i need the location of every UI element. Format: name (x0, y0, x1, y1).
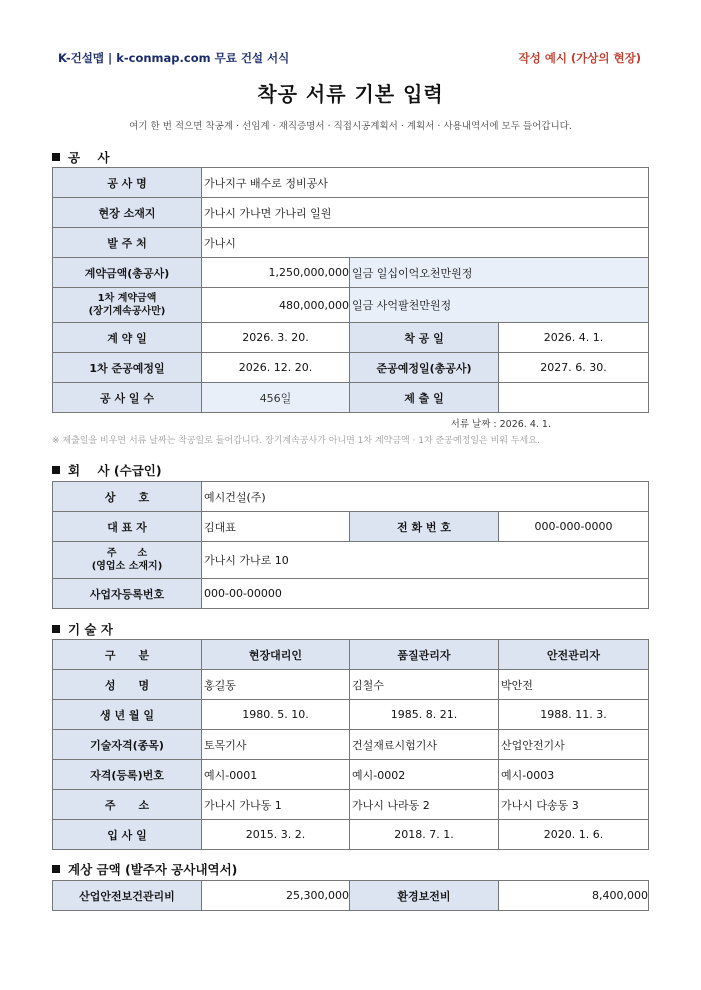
project-table (52, 167, 649, 413)
phone-label: 전 화 번 호 (350, 512, 499, 542)
contract-amount-korean: 일금 일십이억오천만원정 (350, 258, 649, 288)
site-field[interactable]: 가나시 가나면 가나리 일원 (202, 198, 649, 228)
table-row (53, 670, 649, 700)
company-table (52, 481, 649, 609)
page-title: 착공 서류 기본 입력 (257, 82, 444, 106)
project-name-label: 공 사 명 (53, 168, 202, 198)
bullet-square-icon (52, 466, 60, 474)
engineer-cell[interactable]: 토목기사 (202, 730, 350, 760)
submit-note: ※ 제출일을 비우면 서류 날짜는 착공일로 들어갑니다. 장기계속공사가 아니면 1차 계약금액 · 1차 준공예정일은 비워 두세요. (52, 436, 540, 446)
duration-value: 456일 (202, 383, 350, 413)
row-label: 생 년 월 일 (53, 700, 202, 730)
engineers-header-quality: 품질관리자 (350, 640, 499, 670)
engineer-cell[interactable]: 박안전 (499, 670, 649, 700)
start-date-field[interactable]: 2026. 4. 1. (499, 323, 649, 353)
safety-cost-field[interactable]: 25,300,000 (202, 881, 350, 911)
engineers-table (52, 639, 649, 850)
duration-label: 공 사 일 수 (53, 383, 202, 413)
engineer-cell[interactable]: 1988. 11. 3. (499, 700, 649, 730)
contract-date-label: 계 약 일 (53, 323, 202, 353)
brand-header: K-건설맵 | k-conmap.com 무료 건설 서식 (58, 51, 290, 65)
engineer-cell[interactable]: 예시-0001 (202, 760, 350, 790)
company-name-field[interactable]: 예시건설(주) (202, 482, 649, 512)
ceo-field[interactable]: 김대표 (202, 512, 350, 542)
total-completion-label: 준공예정일(총공사) (350, 353, 499, 383)
engineer-cell[interactable]: 가나시 가나동 1 (202, 790, 350, 820)
client-label: 발 주 처 (53, 228, 202, 258)
row-label: 입 사 일 (53, 820, 202, 850)
table-row (53, 760, 649, 790)
submit-date-label: 제 출 일 (350, 383, 499, 413)
first-completion-field[interactable]: 2026. 12. 20. (202, 353, 350, 383)
engineers-header-category: 구 분 (53, 640, 202, 670)
engineers-header-safety: 안전관리자 (499, 640, 649, 670)
total-completion-field[interactable]: 2027. 6. 30. (499, 353, 649, 383)
row-label: 기술자격(종목) (53, 730, 202, 760)
bullet-square-icon (52, 153, 60, 161)
section-cost-heading: 계상 금액 (발주자 공사내역서) (52, 860, 237, 878)
engineer-cell[interactable]: 산업안전기사 (499, 730, 649, 760)
engineers-header-site-agent: 현장대리인 (202, 640, 350, 670)
phone-field[interactable]: 000-000-0000 (499, 512, 649, 542)
table-row (53, 700, 649, 730)
section-company-heading: 회 사 (수급인) (52, 461, 162, 479)
document-date: 서류 날짜 : 2026. 4. 1. (450, 419, 551, 430)
env-cost-field[interactable]: 8,400,000 (499, 881, 649, 911)
engineer-cell[interactable]: 2015. 3. 2. (202, 820, 350, 850)
company-address-field[interactable]: 가나시 가나로 10 (202, 542, 649, 579)
engineer-cell[interactable]: 2018. 7. 1. (350, 820, 499, 850)
row-label: 성 명 (53, 670, 202, 700)
company-name-label: 상 호 (53, 482, 202, 512)
table-row (53, 790, 649, 820)
engineer-cell[interactable]: 1980. 5. 10. (202, 700, 350, 730)
contract-amount-field[interactable]: 1,250,000,000 (202, 258, 350, 288)
contract-date-field[interactable]: 2026. 3. 20. (202, 323, 350, 353)
engineer-cell[interactable]: 가나시 나라동 2 (350, 790, 499, 820)
project-name-field[interactable]: 가나지구 배수로 정비공사 (202, 168, 649, 198)
bullet-square-icon (52, 625, 60, 633)
section-engineers-heading: 기 술 자 (52, 620, 113, 638)
bullet-square-icon (52, 865, 60, 873)
site-label: 현장 소재지 (53, 198, 202, 228)
row-label: 자격(등록)번호 (53, 760, 202, 790)
engineer-cell[interactable]: 김철수 (350, 670, 499, 700)
page-subtitle: 여기 한 번 적으면 착공계 · 선임계 · 재직증명서 · 직접시공계획서 · 계획서 · 사용내역서에 모두 들어갑니다. (129, 121, 572, 132)
client-field[interactable]: 가나시 (202, 228, 649, 258)
table-row (53, 820, 649, 850)
engineer-cell[interactable]: 예시-0003 (499, 760, 649, 790)
example-tag: 작성 예시 (가상의 현장) (518, 51, 641, 65)
company-address-label: 주 소 (영업소 소재지) (53, 542, 202, 579)
ceo-label: 대 표 자 (53, 512, 202, 542)
engineer-cell[interactable]: 예시-0002 (350, 760, 499, 790)
safety-cost-label: 산업안전보건관리비 (53, 881, 202, 911)
engineer-cell[interactable]: 홍길동 (202, 670, 350, 700)
first-contract-korean: 일금 사억팔천만원정 (350, 288, 649, 323)
row-label: 주 소 (53, 790, 202, 820)
engineer-cell[interactable]: 가나시 다송동 3 (499, 790, 649, 820)
engineer-cell[interactable]: 2020. 1. 6. (499, 820, 649, 850)
start-date-label: 착 공 일 (350, 323, 499, 353)
submit-date-field[interactable] (499, 383, 649, 413)
reg-no-field[interactable]: 000-00-00000 (202, 579, 649, 609)
first-completion-label: 1차 준공예정일 (53, 353, 202, 383)
reg-no-label: 사업자등록번호 (53, 579, 202, 609)
first-contract-field[interactable]: 480,000,000 (202, 288, 350, 323)
section-project-heading: 공 사 (52, 148, 110, 166)
contract-amount-label: 계약금액(총공사) (53, 258, 202, 288)
table-row (53, 730, 649, 760)
engineer-cell[interactable]: 건설재료시험기사 (350, 730, 499, 760)
engineer-cell[interactable]: 1985. 8. 21. (350, 700, 499, 730)
env-cost-label: 환경보전비 (350, 881, 499, 911)
first-contract-label: 1차 계약금액 (장기계속공사만) (53, 288, 202, 323)
cost-table (52, 880, 649, 911)
